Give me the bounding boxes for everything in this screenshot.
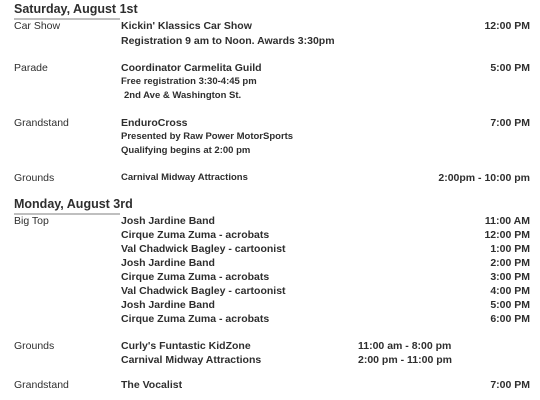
big-top-act-name: Val Chadwick Bagley - cartoonist [121, 243, 286, 255]
big-top-act-time: 11:00 AM [484, 215, 530, 227]
location-grounds: Grounds [14, 172, 55, 184]
big-top-act-time: 2:00 PM [490, 257, 530, 269]
grounds-time: 2:00pm - 10:00 pm [438, 172, 530, 184]
car-show-time: 12:00 PM [484, 20, 530, 32]
big-top-act-name: Josh Jardine Band [121, 299, 215, 311]
location-grounds-monday: Grounds [14, 340, 55, 352]
big-top-act-time: 6:00 PM [490, 313, 530, 325]
car-show-detail: Registration 9 am to Noon. Awards 3:30pm [121, 35, 335, 47]
parade-title: Coordinator Carmelita Guild [121, 62, 262, 74]
location-grandstand: Grandstand [14, 117, 69, 129]
location-car-show: Car Show [14, 20, 61, 32]
big-top-act-name: Cirque Zuma Zuma - acrobats [121, 229, 270, 241]
car-show-title: Kickin' Klassics Car Show [121, 20, 252, 32]
big-top-act-time: 4:00 PM [490, 285, 530, 297]
big-top-act-name: Cirque Zuma Zuma - acrobats [121, 313, 270, 325]
parade-detail-location: 2nd Ave & Washington St. [124, 90, 242, 101]
big-top-act-time: 5:00 PM [490, 299, 530, 311]
big-top-act-time: 12:00 PM [484, 229, 530, 241]
big-top-act-name: Josh Jardine Band [121, 215, 215, 227]
grounds-item-time: 11:00 am - 8:00 pm [358, 340, 452, 352]
grandstand-qualifying: Qualifying begins at 2:00 pm [121, 145, 251, 156]
parade-detail-registration: Free registration 3:30-4:45 pm [121, 76, 257, 87]
location-parade: Parade [14, 62, 48, 74]
monday-heading: Monday, August 3rd [14, 197, 133, 211]
location-grandstand-monday: Grandstand [14, 379, 69, 391]
location-big-top: Big Top [14, 215, 49, 227]
grandstand-monday-title: The Vocalist [121, 379, 183, 391]
grandstand-presenter: Presented by Raw Power MotorSports [121, 131, 294, 142]
saturday-heading: Saturday, August 1st [14, 2, 138, 16]
parade-time: 5:00 PM [490, 62, 530, 74]
grandstand-time: 7:00 PM [490, 117, 530, 129]
grounds-item-time: 2:00 pm - 11:00 pm [358, 354, 452, 366]
big-top-act-time: 1:00 PM [490, 243, 530, 255]
big-top-act-name: Val Chadwick Bagley - cartoonist [121, 285, 286, 297]
grounds-item-name: Curly's Funtastic KidZone [121, 340, 251, 352]
grandstand-title: EnduroCross [121, 117, 188, 129]
grounds-title: Carnival Midway Attractions [121, 172, 248, 183]
big-top-act-name: Cirque Zuma Zuma - acrobats [121, 271, 270, 283]
grandstand-monday-time: 7:00 PM [490, 379, 530, 391]
grounds-item-name: Carnival Midway Attractions [121, 354, 262, 366]
big-top-act-time: 3:00 PM [490, 271, 530, 283]
big-top-act-name: Josh Jardine Band [121, 257, 215, 269]
